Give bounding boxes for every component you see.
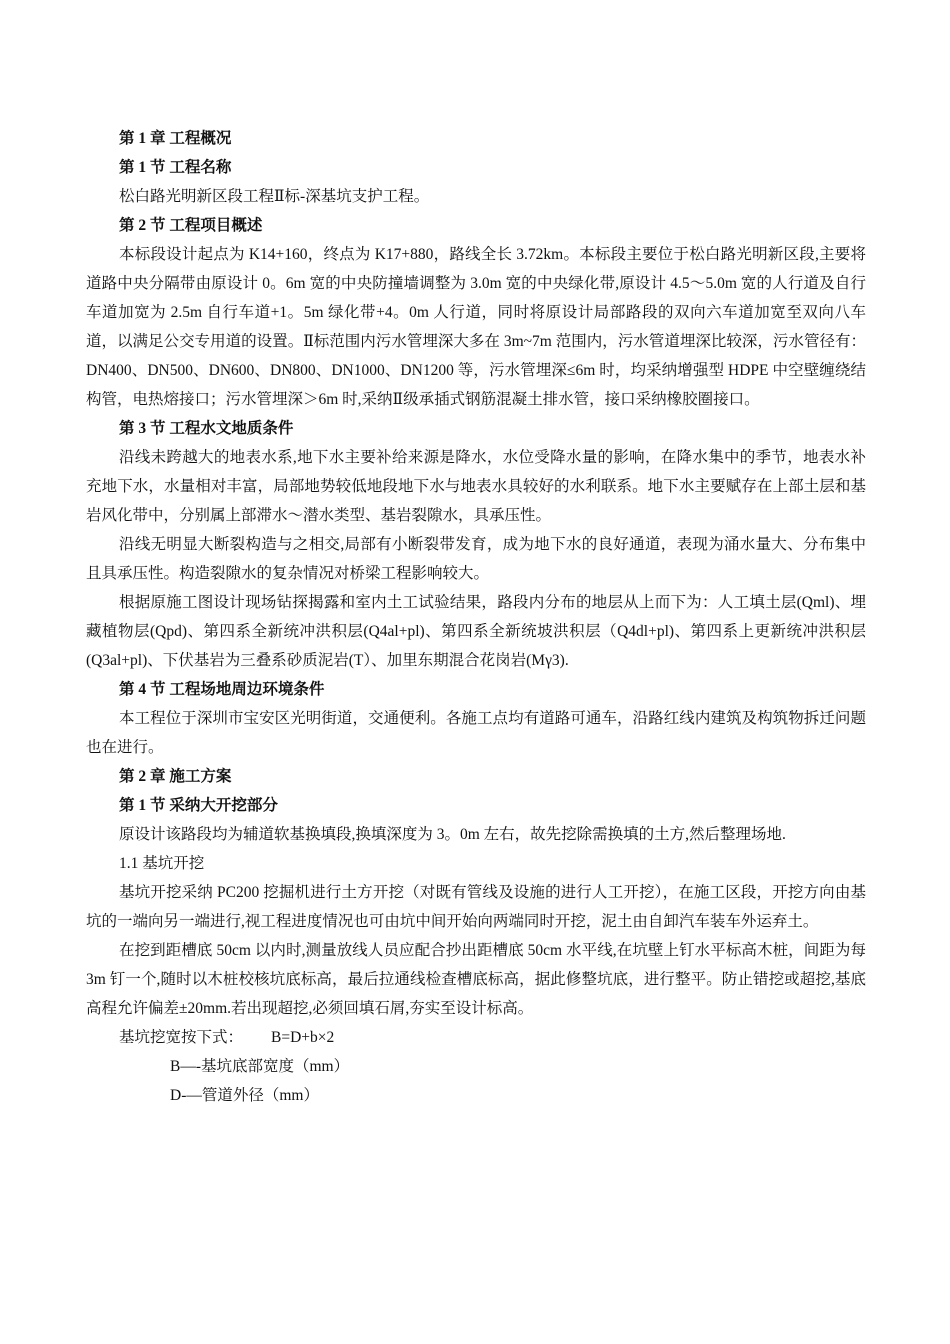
excavation-paragraph-1: 基坑开挖采纳 PC200 挖掘机进行土方开挖（对既有管线及设施的进行人工开挖），在施工区段，开挖方向由基坑的一端向另一端进行,视工程进度情况也可由坑中间开始向两端同时开挖，泥土由自卸汽车装车外运弃土。 — [86, 884, 866, 930]
subsection-1-1-title: 1.1 基坑开挖 — [119, 855, 205, 872]
section-4-paragraph: 本工程位于深圳市宝安区光明街道，交通便利。各施工点均有道路可通车，沿路红线内建筑及构筑物拆迁问题也在进行。 — [86, 710, 866, 756]
definition-b: B—-基坑底部宽度（mm） — [170, 1058, 350, 1075]
chapter-2-title: 第 2 章 施工方案 — [119, 768, 232, 785]
formula-equation: B=D+b×2 — [271, 1029, 335, 1046]
section-1-title: 第 1 节 工程名称 — [119, 159, 232, 176]
excavation-paragraph-2: 在挖到距槽底 50cm 以内时,测量放线人员应配合抄出距槽底 50cm 水平线,在坑壁上钉水平标高木桩，间距为每 3m 钉一个,随时以木桩校核坑底标高，最后拉通线检查槽底标高，据此修整坑底，进行整平。防止错挖或超挖,基底高程允许偏差±20mm.若出现超挖,必须回填石屑,夯实至设计标高。 — [86, 942, 866, 1017]
chapter-2-section-1-title: 第 1 节 采纳大开挖部分 — [119, 797, 278, 814]
section-4-title: 第 4 节 工程场地周边环境条件 — [119, 681, 325, 698]
section-2-title: 第 2 节 工程项目概述 — [119, 217, 263, 234]
definition-d: D-—管道外径（mm） — [170, 1087, 319, 1104]
section-1-text: 松白路光明新区段工程Ⅱ标-深基坑支护工程。 — [119, 188, 430, 205]
chapter-2-section-1-paragraph: 原设计该路段均为辅道软基换填段,换填深度为 3。0m 左右，故先挖除需换填的土方,然后整理场地. — [119, 826, 786, 843]
section-3-paragraph-3: 根据原施工图设计现场钻探揭露和室内土工试验结果，路段内分布的地层从上而下为：人工填土层(Qml)、埋藏植物层(Qpd)、第四系全新统冲洪积层(Q4al+pl)、第四系全新统坡洪积层（Q4dl+pl)、第四系上更新统冲洪积层(Q3al+pl)、下伏基岩为三叠系砂质泥岩(T）、加里东期混合花岗岩(Mγ3). — [86, 594, 866, 669]
section-3-title: 第 3 节 工程水文地质条件 — [119, 420, 294, 437]
formula-label: 基坑挖宽按下式： — [119, 1029, 244, 1046]
formula-line — [86, 1023, 866, 1052]
section-2-paragraph: 本标段设计起点为 K14+160，终点为 K17+880，路线全长 3.72km。本标段主要位于松白路光明新区段,主要将道路中央分隔带由原设计 0。6m 宽的中央防撞墙调整为 3.0m 宽的中央绿化带,原设计 4.5～5.0m 宽的人行道及自行车道加宽为 2.5m 自行车道+1。5m 绿化带+4。0m 人行道，同时将原设计局部路段的双向六车道加宽至双向八车道，以满足公交专用道的设置。Ⅱ标范围内污水管埋深大多在 3m~7m 范围内，污水管道埋深比较深，污水管径有：DN400、DN500、DN600、DN800、DN1000、DN1200 等，污水管埋深≤6m 时，均采纳增强型 HDPE 中空壁缠绕结构管，电热熔接口；污水管埋深＞6m 时,采纳Ⅱ级承插式钢筋混凝土排水管，接口采纳橡胶圈接口。 — [86, 246, 866, 408]
section-3-paragraph-1: 沿线未跨越大的地表水系,地下水主要补给来源是降水，水位受降水量的影响，在降水集中的季节，地表水补充地下水，水量相对丰富，局部地势较低地段地下水与地表水具较好的水利联系。地下水主要赋存在上部土层和基岩风化带中，分别属上部滞水～潜水类型、基岩裂隙水，具承压性。 — [86, 449, 866, 524]
chapter-1-title: 第 1 章 工程概况 — [119, 130, 232, 147]
section-3-paragraph-2: 沿线无明显大断裂构造与之相交,局部有小断裂带发育，成为地下水的良好通道，表现为涌水量大、分布集中且具承压性。构造裂隙水的复杂情况对桥梁工程影响较大。 — [86, 536, 866, 582]
document-body — [86, 124, 866, 1110]
